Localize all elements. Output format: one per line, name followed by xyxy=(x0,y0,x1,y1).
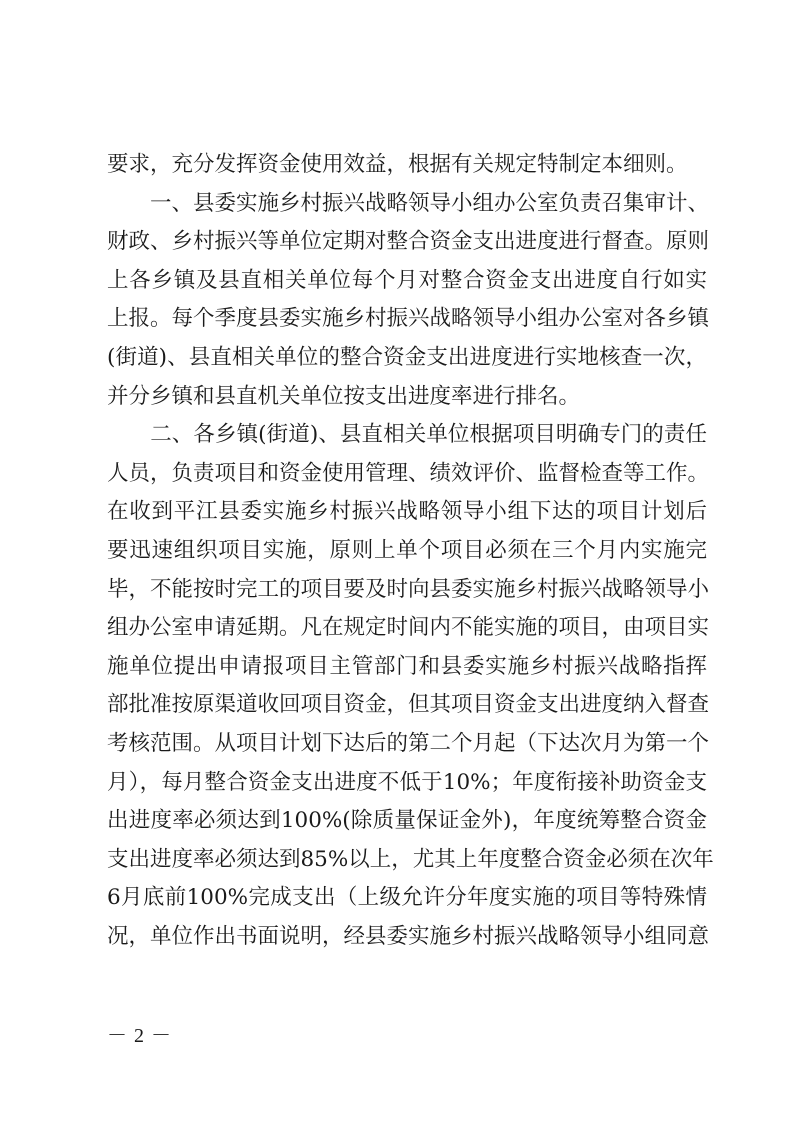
text-line: 上报。每个季度县委实施乡村振兴战略领导小组办公室对各乡镇 xyxy=(107,306,710,332)
text-line: 并分乡镇和县直机关单位按支出进度率进行排名。 xyxy=(107,383,581,409)
text-line: 支出进度率必须达到85%以上，尤其上年度整合资金必须在次年 xyxy=(107,846,714,872)
text-line: (街道)、县直相关单位的整合资金支出进度进行实地核查一次， xyxy=(107,344,707,370)
body-text xyxy=(107,146,714,956)
text-line: 月），每月整合资金支出进度不低于10%；年度衔接补助资金支 xyxy=(107,769,707,795)
text-line: 施单位提出申请报项目主管部门和县委实施乡村振兴战略指挥 xyxy=(107,653,707,679)
text-line: 6月底前100%完成支出（上级允许分年度实施的项目等特殊情 xyxy=(107,885,707,911)
text-line: 二、各乡镇(街道)、县直相关单位根据项目明确专门的责任 xyxy=(107,422,707,448)
text-line: 人员，负责项目和资金使用管理、绩效评价、监督检查等工作。 xyxy=(107,460,710,486)
text-line: 要求，充分发挥资金使用效益，根据有关规定特制定本细则。 xyxy=(107,152,688,177)
text-line: 一、县委实施乡村振兴战略领导小组办公室负责召集审计、 xyxy=(107,190,710,216)
text-line: 部批准按原渠道收回项目资金，但其项目资金支出进度纳入督查 xyxy=(107,692,710,718)
text-line: 考核范围。从项目计划下达后的第二个月起（下达次月为第一个 xyxy=(107,730,710,756)
text-line: 要迅速组织项目实施，原则上单个项目必须在三个月内实施完 xyxy=(107,537,707,563)
text-line: 财政、乡村振兴等单位定期对整合资金支出进度进行督查。原则 xyxy=(107,229,710,255)
page-number: － 2 － xyxy=(107,1025,172,1047)
text-line: 况，单位作出书面说明，经县委实施乡村振兴战略领导小组同意 xyxy=(107,923,710,949)
text-line: 组办公室申请延期。凡在规定时间内不能实施的项目，由项目实 xyxy=(107,615,710,641)
text-line: 在收到平江县委实施乡村振兴战略领导小组下达的项目计划后 xyxy=(107,499,707,525)
text-line: 毕，不能按时完工的项目要及时向县委实施乡村振兴战略领导小 xyxy=(107,576,710,602)
text-line: 出进度率必须达到100%(除质量保证金外)，年度统筹整合资金 xyxy=(107,808,707,834)
text-line: 上各乡镇及县直相关单位每个月对整合资金支出进度自行如实 xyxy=(107,267,707,293)
